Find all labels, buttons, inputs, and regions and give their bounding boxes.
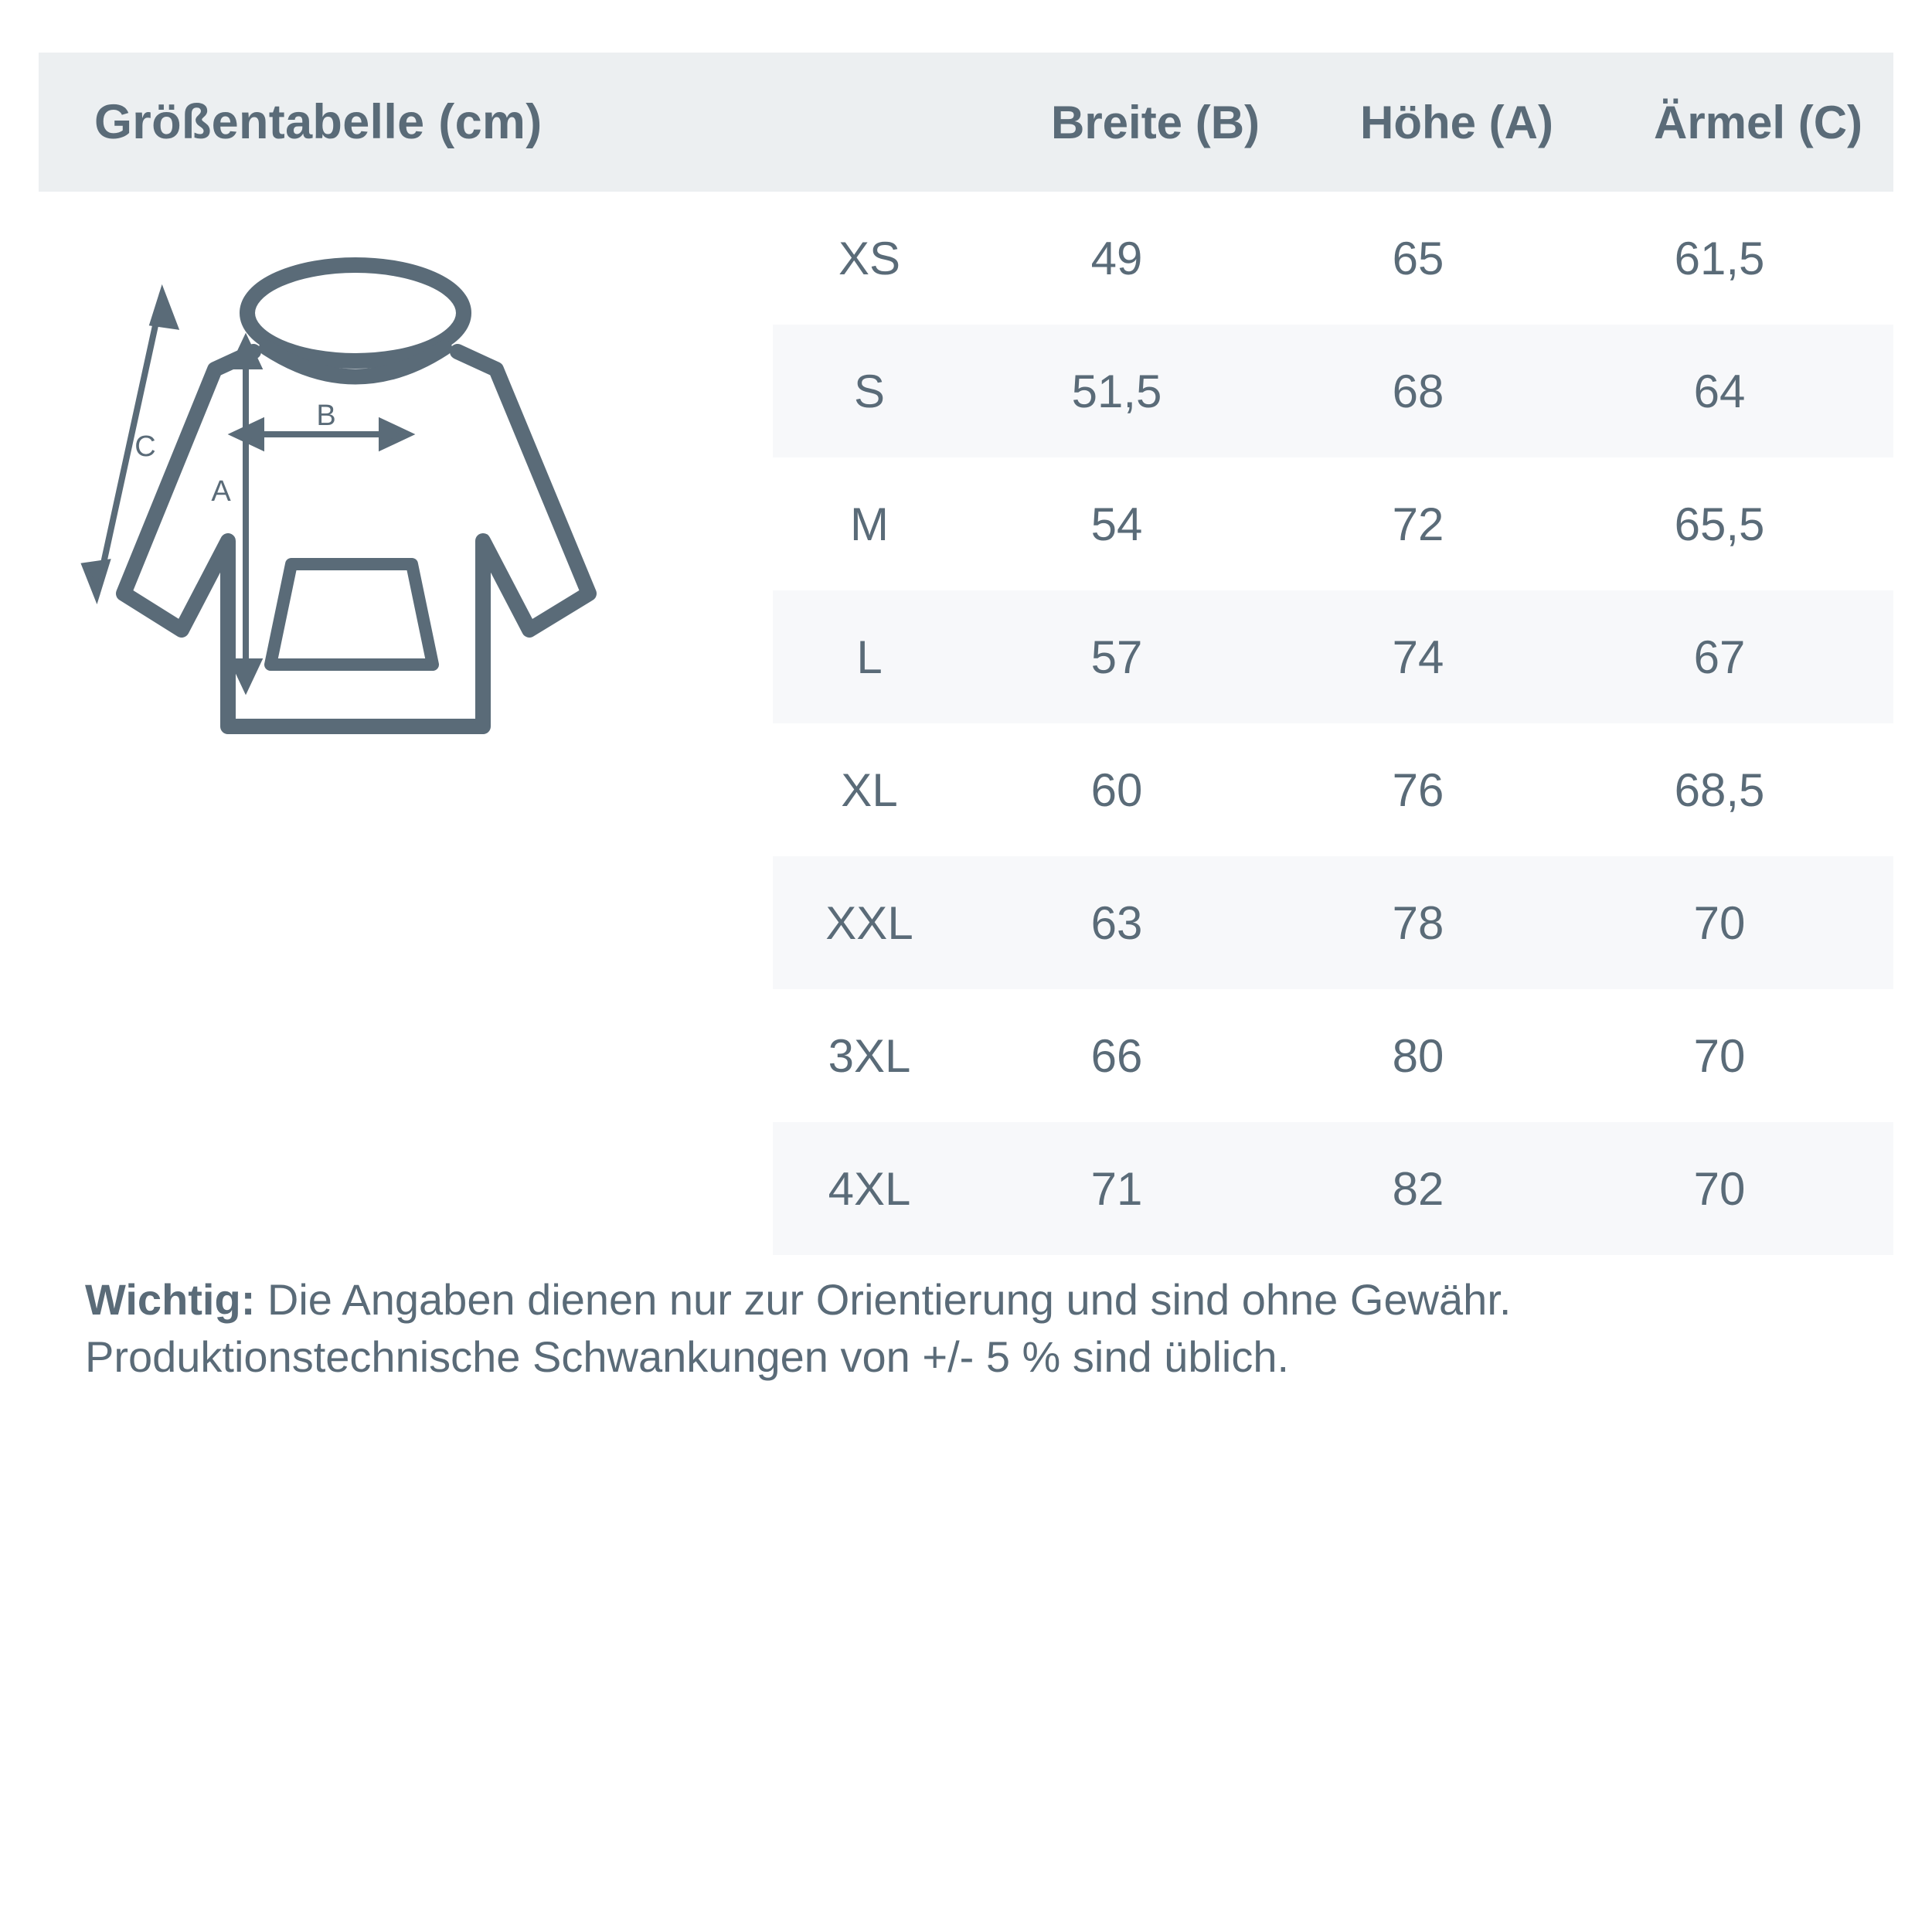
cell-size: S [853,365,886,417]
footnote [85,1271,1862,1386]
cell-breite: 66 [1090,1029,1143,1082]
cell-size: XL [841,764,898,816]
cell-hoehe: 65 [1392,232,1444,284]
table-row [773,856,1893,989]
dimension-label-a: A [211,475,231,508]
table-row [773,192,1893,325]
header-columns [811,53,1932,192]
cell-aermel: 64 [1693,365,1746,417]
cell-breite: 49 [1090,232,1143,284]
cell-breite: 60 [1090,764,1143,816]
cell-size: XXL [825,896,913,949]
column-header-hoehe: Höhe (A) [1360,96,1553,148]
table-row [773,325,1893,457]
hoodie-diagram-svg [70,232,765,850]
cell-breite: 63 [1090,896,1143,949]
cell-breite: 54 [1090,498,1143,550]
dimension-label-c: C [134,430,156,463]
cell-hoehe: 74 [1392,631,1444,683]
table-row [773,1122,1893,1255]
cell-aermel: 67 [1693,631,1746,683]
cell-aermel: 70 [1693,1162,1746,1215]
cell-breite: 51,5 [1071,365,1162,417]
cell-breite: 71 [1090,1162,1143,1215]
cell-hoehe: 78 [1392,896,1444,949]
cell-size: M [850,498,889,550]
column-header-aermel: Ärmel (C) [1653,96,1863,148]
table-row [773,989,1893,1122]
column-header-breite: Breite (B) [1050,96,1260,148]
cell-aermel: 70 [1693,1029,1746,1082]
header-band [39,53,1893,192]
cell-size: L [856,631,883,683]
cell-hoehe: 72 [1392,498,1444,550]
cell-hoehe: 80 [1392,1029,1444,1082]
cell-size: 3XL [828,1029,911,1082]
cell-hoehe: 76 [1392,764,1444,816]
dimension-arrows [85,294,408,688]
table-row [773,457,1893,590]
footnote-text: Die Angaben dienen nur zur Orientierung und sind ohne Gewähr. Produktionstechnische Schwankungen von +/- 5 % sind üblich. [85,1275,1512,1381]
table-row [773,590,1893,723]
cell-hoehe: 82 [1392,1162,1444,1215]
cell-size: 4XL [828,1162,911,1215]
cell-aermel: 68,5 [1674,764,1765,816]
page-title: Größentabelle (cm) [94,95,543,149]
footnote-lead: Wichtig: [85,1275,256,1324]
hoodie-outline [124,265,589,726]
cell-breite: 57 [1090,631,1143,683]
size-table [773,192,1893,1255]
cell-size: XS [838,232,901,284]
dimension-label-b: B [316,400,336,432]
cell-aermel: 65,5 [1674,498,1765,550]
table-row [773,723,1893,856]
cell-hoehe: 68 [1392,365,1444,417]
cell-aermel: 61,5 [1674,232,1765,284]
cell-aermel: 70 [1693,896,1746,949]
hoodie-illustration [70,232,765,850]
